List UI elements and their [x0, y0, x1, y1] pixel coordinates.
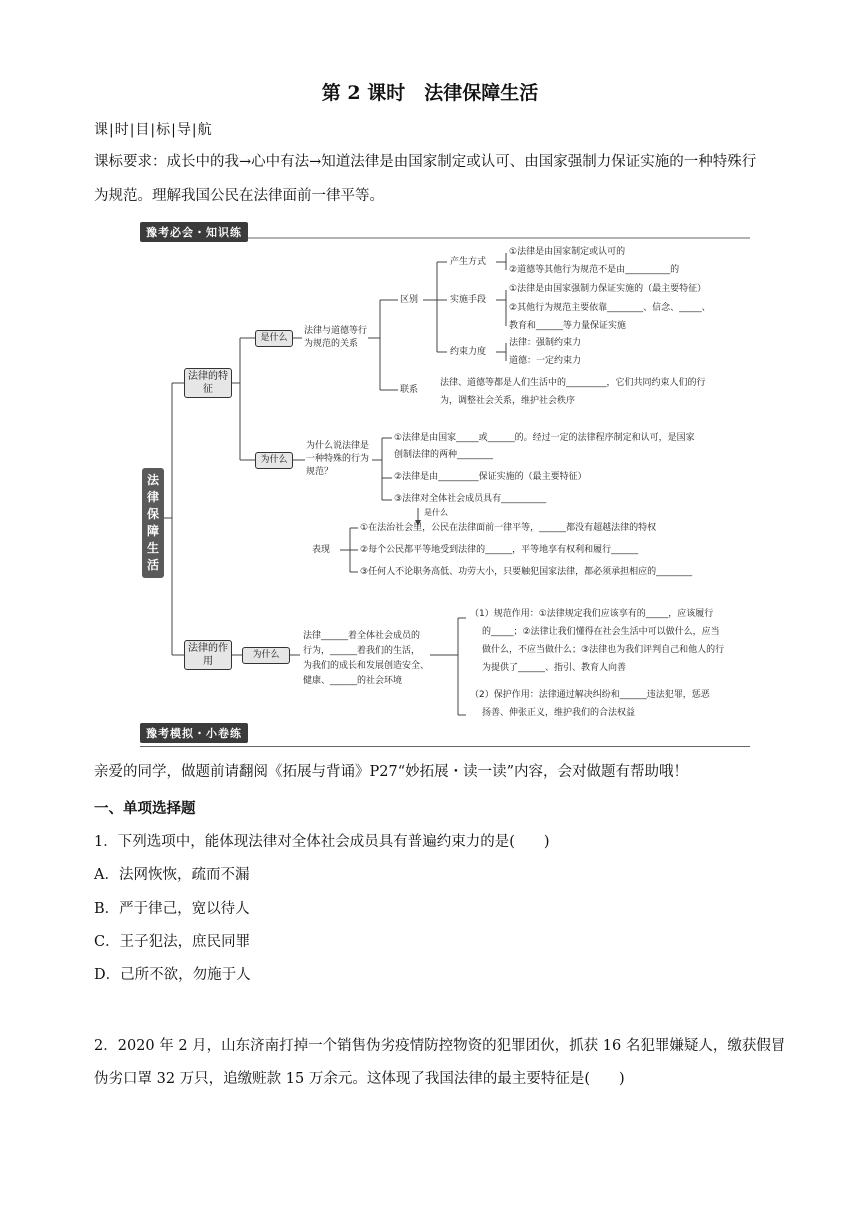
show-label: 表现 — [312, 545, 331, 555]
force-1: 法律：强制约束力 — [509, 338, 582, 348]
knowledge-diagram — [140, 220, 750, 750]
q1-option-b[interactable]: B．严于律己，宽以待人 — [94, 901, 250, 917]
banner-knowledge: 豫考必会・知识练 — [140, 222, 248, 242]
node-role: 法律的作用 — [184, 640, 232, 670]
node-features: 法律的特征 — [184, 368, 232, 398]
page-title: 第 2 课时 法律保障生活 — [321, 82, 539, 104]
relation-label: 法律与道德等行为规范的关系 — [304, 326, 368, 349]
q1-option-d[interactable]: D．己所不欲，勿施于人 — [94, 967, 251, 983]
role-2a: （2）保护作用：法律通过解决纠纷和______违法犯罪，惩恶 — [470, 690, 710, 700]
force-2: 道德：一定约束力 — [509, 356, 582, 366]
banner-exam: 豫考模拟・小卷练 — [140, 723, 248, 743]
origin-2: ②道德等其他行为规范不是由__________的 — [509, 265, 680, 275]
link-2: 为，调整社会关系，维护社会秩序 — [440, 396, 576, 406]
origin-label: 产生方式 — [450, 257, 487, 267]
link-1: 法律、道德等都是人们生活中的_________，它们共同约束人们的行 — [440, 378, 706, 388]
force-label: 约束力度 — [450, 347, 487, 357]
q2-stem-line-2: 伪劣口罩 32 万只，追缴赃款 15 万余元。这体现了我国法律的最主要特征是( ) — [94, 1071, 625, 1087]
role-1b: 的_____；②法律让我们懂得在社会生活中可以做什么，应当 — [482, 627, 720, 637]
means-2a: ②其他行为规范主要依靠________、信念、_____、 — [509, 303, 711, 313]
standard-line-2: 为规范。理解我国公民在法律面前一律平等。 — [94, 188, 384, 204]
root-node: 法律保障生活 — [142, 468, 164, 578]
why-2: ②法律是由_________保证实施的（最主要特征） — [394, 472, 587, 482]
q1-option-c[interactable]: C．王子犯法，庶民同罪 — [94, 934, 251, 950]
diagram-lines — [140, 220, 750, 750]
node-why: 为什么 — [255, 452, 293, 469]
distinct-label: 区别 — [400, 295, 419, 305]
means-2b: 教育和______等力量保证实施 — [509, 321, 627, 331]
why-1b: 创制法律的两种________ — [394, 450, 494, 460]
show-1: ①在法治社会里，公民在法律面前一律平等，______都没有超越法律的特权 — [360, 523, 657, 533]
role-q2: 行为，______着我们的生活， — [303, 646, 421, 656]
link-label: 联系 — [400, 385, 419, 395]
q1-stem: 1．下列选项中，能体现法律对全体社会成员具有普遍约束力的是( ) — [94, 834, 550, 850]
role-2b: 扬善、伸张正义，维护我们的合法权益 — [482, 708, 636, 718]
role-1a: （1）规范作用：①法律规定我们应该享有的_____，应该履行 — [470, 609, 714, 619]
show-3: ③任何人不论职务高低、功劳大小，只要触犯国家法律，都必须承担相应的________ — [360, 567, 693, 577]
why-1a: ①法律是由国家_____或______的。经过一定的法律程序制定和认可，是国家 — [394, 433, 695, 443]
section-heading: 一、单项选择题 — [94, 800, 196, 817]
q1-option-a[interactable]: A．法网恢恢，疏而不漏 — [94, 867, 250, 883]
q2-stem-line-1: 2．2020 年 2 月，山东济南打掉一个销售伪劣疫情防控物资的犯罪团伙，抓获 16 名犯罪嫌疑人，缴获假冒 — [94, 1038, 786, 1054]
why-3: ③法律对全体社会成员具有__________ — [394, 494, 547, 504]
standard-line-1: 课标要求：成长中的我→心中有法→知道法律是由国家制定或认可、由国家强制力保证实施的一种特殊行 — [94, 154, 757, 170]
role-q3: 为我们的成长和发展创造安全、 — [303, 661, 430, 671]
why-question: 为什么说法律是一种特殊的行为规范？ — [306, 441, 370, 477]
intro-note: 亲爱的同学，做题前请翻阅《拓展与背诵》P27“妙拓展・读一读”内容，会对做题有帮助哦！ — [94, 764, 689, 780]
origin-1: ①法律是由国家制定或认可的 — [509, 247, 626, 257]
role-q4: 健康、______的社会环境 — [303, 676, 403, 686]
diagram-bottom-rule — [140, 746, 750, 747]
node-what: 是什么 — [255, 330, 293, 347]
role-q1: 法律______着全体社会成员的 — [303, 631, 421, 641]
show-2: ②每个公民都平等地受到法律的______，平等地享有权利和履行______ — [360, 545, 639, 555]
is-what-label: 是什么 — [424, 508, 448, 517]
node-role-why: 为什么 — [242, 647, 290, 664]
means-1: ①法律是由国家强制力保证实施的（最主要特征） — [509, 284, 707, 294]
role-1d: 为提供了______、指引、教育人向善 — [482, 663, 627, 673]
role-1c: 做什么，不应当做什么；③法律也为我们评判自己和他人的行 — [482, 645, 725, 655]
means-label: 实施手段 — [450, 295, 487, 305]
section-subtitle: 课|时|目|标|导|航 — [94, 122, 213, 138]
